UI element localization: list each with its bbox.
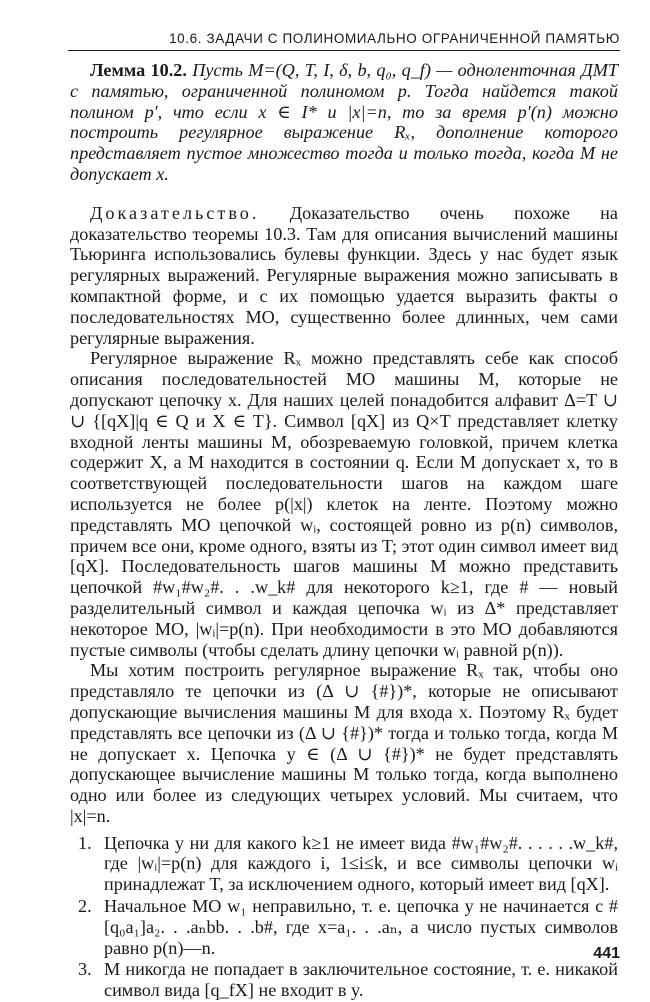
condition-number: 1. bbox=[78, 832, 92, 853]
condition-text: Цепочка y ни для какого k≥1 не имеет вида #w₁#w₂#. . . . . .w_k#, где |wᵢ|=p(n) для каждого i, 1≤i≤k, и все символы цепочки wᵢ принадлежат T, за исключением одного, который имеет вид [qX]. bbox=[104, 832, 618, 895]
proof-label: Доказательство. bbox=[90, 202, 260, 223]
proof-text: Доказательство очень похоже на доказательство теоремы 10.3. Там для описания вычислений машины Тьюринга использовались булевы функции. Здесь у нас будет язык регулярных выражений. Регулярные выражения можно записывать в компактной форме, и с их помощью удается выразить факты о последовательностях МО, существенно более длинных, чем сами регулярные выражения. bbox=[70, 202, 618, 348]
condition-item bbox=[70, 896, 618, 958]
proof-paragraph bbox=[70, 203, 618, 349]
lemma-text: Пусть M=(Q, T, I, δ, b, q₀, q_f) — одноленточная ДМТ с памятью, ограниченной полиномом p. Тогда найдется такой полином p′, что если x ∈ I* и |x|=n, то за время p′(n) можно построить регулярное выражение Rₓ, дополнение которого представляет пустое множество тогда и только тогда, когда M не допускает x. bbox=[70, 60, 619, 184]
page-number: 441 bbox=[593, 945, 620, 962]
paragraph-regex-description: Регулярное выражение Rₓ можно представлять себе как способ описания последовательностей МО машины M, которые не допускают цепочку x. Для наших целей понадобится алфавит Δ=T ∪ ∪ {[qX]|q ∈ Q и X ∈ T}. Символ [qX] из Q×T представляет клетку входной ленты машины M, обозреваемую головкой, причем клетка содержит X, а M находится в состоянии q. Если M допускает x, то в соответствующей последовательности шагов на каждом шаге используется не более p(|x|) клеток на ленте. Поэтому можно представлять МО цепочкой wᵢ, состоящей ровно из p(n) символов, причем все они, кроме одного, взяты из T; этот один символ имеет вид [qX]. Последовательность шагов машины M можно представить цепочкой #w₁#w₂#. . .w_k# для некоторого k≥1, где # — новый разделительный символ и каждая цепочка wᵢ из Δ* представляет некоторое МО, |wᵢ|=p(n). При необходимости в это МО добавляются пустые символы (чтобы сделать длину цепочки wᵢ равной p(n)). bbox=[70, 348, 618, 660]
condition-text: M никогда не попадает в заключительное состояние, т. е. никакой символ вида [q_fX] не входит в y. bbox=[104, 959, 618, 1001]
lemma-paragraph bbox=[70, 60, 618, 185]
condition-item bbox=[70, 833, 618, 895]
paragraph-regex-construction: Мы хотим построить регулярное выражение Rₓ так, чтобы оно представляло те цепочки из (Δ ∪ {#})*, которые не описывают допускающие вычисления машины M для входа x. Поэтому Rₓ будет представлять все цепочки из (Δ ∪ {#})* тогда и только тогда, когда M не допускает x. Цепочка y ∈ (Δ ∪ {#})* не будет представлять допускающее вычисление машины M только тогда, когда выполнено одно или более из следующих четырех условий. Мы считаем, что |x|=n. bbox=[70, 660, 618, 826]
running-head: 10.6. ЗАДАЧИ С ПОЛИНОМИАЛЬНО ОГРАНИЧЕННОЙ ПАМЯТЬЮ bbox=[169, 31, 620, 46]
conditions-list bbox=[70, 833, 618, 1001]
page-body bbox=[70, 60, 618, 1002]
condition-number: 3. bbox=[78, 959, 92, 980]
condition-number: 2. bbox=[78, 896, 92, 917]
lemma-title: Лемма 10.2. bbox=[90, 60, 187, 80]
condition-item bbox=[70, 959, 618, 1001]
condition-text: Начальное МО w₁ неправильно, т. е. цепочка y не начинается с #[q₀a₁]a₂. . .aₙbb. . .b#, где x=a₁. . .aₙ, а число пустых символов равно p(n)—n. bbox=[104, 896, 618, 958]
header-rule bbox=[68, 50, 620, 51]
